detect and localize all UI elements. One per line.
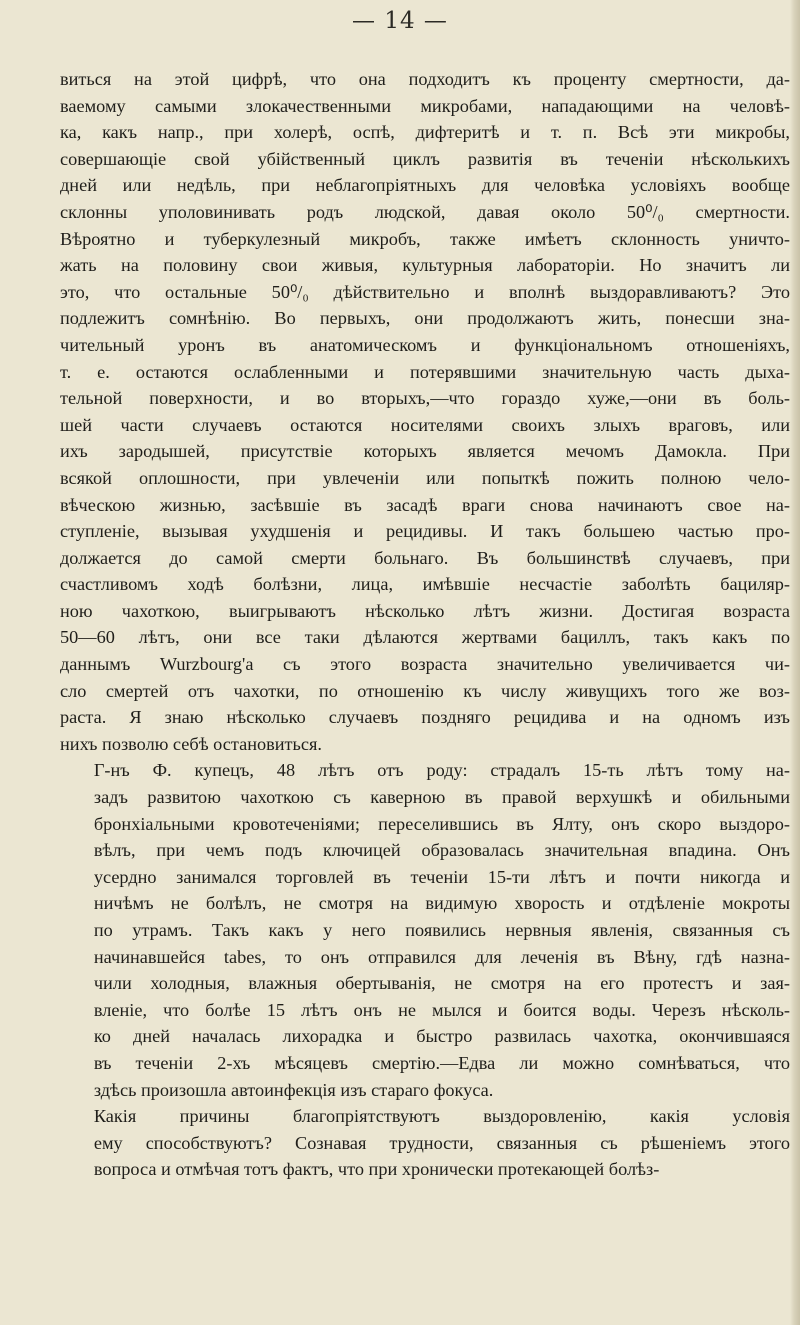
paragraph [60, 66, 790, 757]
text-line: шей части случаевъ остаются носителями своихъ злыхъ враговъ, или [60, 414, 790, 435]
text-line: въ теченіи 2-хъ мѣсяцевъ смертію.—Едва ли можно сомнѣваться, что [93, 1052, 790, 1073]
text-line: ему способствуютъ? Сознавая трудности, связанныя съ рѣшеніемъ этого [93, 1132, 790, 1153]
text-line: должается до самой смерти больнаго. Въ большинствѣ случаевъ, при [60, 547, 790, 568]
text-line: жать на половину свои живыя, культурныя лабораторіи. Но значитъ ли [60, 255, 790, 276]
text-line: здѣсь произошла автоинфекція изъ стараго фокуса. [93, 1079, 494, 1100]
paragraph [60, 1103, 790, 1183]
text-line: ка, какъ напр., при холерѣ, оспѣ, дифтеритѣ и т. п. Всѣ эти микробы, [60, 122, 790, 143]
text-line: начинавшейся tabes, то онъ отправился для леченія въ Вѣну, гдѣ назна- [93, 946, 790, 967]
text-line: подлежитъ сомнѣнію. Во первыхъ, они продолжаютъ жить, понесши зна- [60, 308, 790, 329]
text-line: т. е. остаются ослабленными и потерявшими значительную часть дыха- [60, 361, 790, 382]
text-line: ничѣмъ не болѣлъ, не смотря на видимую хворость и отдѣленіе мокроты [93, 893, 790, 914]
text-line: счастливомъ ходѣ болѣзни, лица, имѣвшіе несчастіе заболѣть бациляр- [60, 574, 790, 595]
text-line: это, что остальные 50⁰/₀ дѣйствительно и вполнѣ выздоравливаютъ? Это [60, 281, 790, 302]
text-line: раста. Я знаю нѣсколько случаевъ поздняго рецидива и на одномъ изъ [60, 707, 790, 728]
page-number: — 14 — [352, 8, 448, 34]
text-line: бронхіальными кровотеченіями; переселившись въ Ялту, онъ скоро выздоро- [93, 813, 790, 834]
text-line: ко дней началась лихорадка и быстро развилась чахотка, окончившаяся [93, 1026, 790, 1047]
text-line: вѣлъ, при чемъ подъ ключицей образовалась значительная впадина. Онъ [93, 840, 790, 861]
text-line: сло смертей отъ чахотки, по отношенію къ числу живущихъ того же воз- [60, 680, 790, 701]
paragraph [60, 757, 790, 1103]
text-line: Вѣроятно и туберкулезный микробъ, также имѣетъ склонность уничто- [60, 228, 790, 249]
text-line: по утрамъ. Такъ какъ у него появились нервныя явленія, связанныя съ [93, 920, 790, 940]
text-line: виться на этой цифрѣ, что она подходитъ къ проценту смертности, да- [60, 69, 790, 89]
text-line: Г-нъ Ф. купецъ, 48 лѣтъ отъ роду: страдалъ 15-ть лѣтъ тому на- [93, 760, 790, 781]
text-line: тельной поверхности, и во вторыхъ,—что гораздо хуже,—они въ боль- [60, 388, 790, 409]
text-line: ступленіе, вызывая ухудшенія и рецидивы. И такъ большею частью про- [60, 521, 790, 542]
text-line: вленіе, что болѣе 15 лѣтъ онъ не мылся и боится воды. Черезъ нѣсколь- [93, 999, 790, 1020]
text-line: ихъ зародышей, присутствіе которыхъ является мечомъ Дамокла. При [60, 441, 790, 462]
text-line: 50—60 лѣтъ, они все таки дѣлаются жертвами бациллъ, такъ какъ по [60, 627, 790, 648]
body-text [60, 66, 790, 1183]
page-edge-shadow [790, 0, 800, 1325]
text-line: чили холодныя, влажныя обертыванія, не смотря на его протестъ и зая- [93, 973, 790, 994]
text-line: вопроса и отмѣчая тотъ фактъ, что при хронически протекающей болѣз- [93, 1159, 660, 1180]
text-line: вѣческою жизнью, засѣвшіе въ засадѣ враги снова начинаютъ свое на- [60, 494, 790, 515]
text-line: нихъ позволю себѣ остановиться. [60, 733, 322, 754]
text-line: склонны уполовинивать родъ людской, давая около 50⁰/₀ смертности. [60, 201, 790, 222]
text-line: всякой оплошности, при увлеченіи или попыткѣ пожить полною чело- [60, 467, 790, 488]
text-line: ною чахоткою, выигрываютъ нѣсколько лѣтъ жизни. Достигая возраста [60, 600, 790, 621]
text-line: совершающіе свой убійственный циклъ развитія въ теченіи нѣсколькихъ [60, 148, 790, 169]
text-line: дней или недѣль, при неблагопріятныхъ для человѣка условіяхъ вообще [60, 175, 790, 196]
text-line: чительный уронъ въ анатомическомъ и функціональномъ отношеніяхъ, [60, 334, 790, 355]
text-line: даннымъ Wurzbourg'а съ этого возраста значительно увеличивается чи- [60, 654, 790, 675]
text-line: задъ развитою чахоткою съ каверною въ правой верхушкѣ и обильными [93, 787, 790, 808]
text-line: ваемому самыми злокачественными микробами, нападающими на человѣ- [60, 95, 790, 116]
text-line: усердно занимался торговлей въ теченіи 15-ти лѣтъ и почти никогда и [93, 866, 790, 887]
text-line: Какія причины благопріятствуютъ выздоровленію, какія условія [93, 1106, 790, 1127]
